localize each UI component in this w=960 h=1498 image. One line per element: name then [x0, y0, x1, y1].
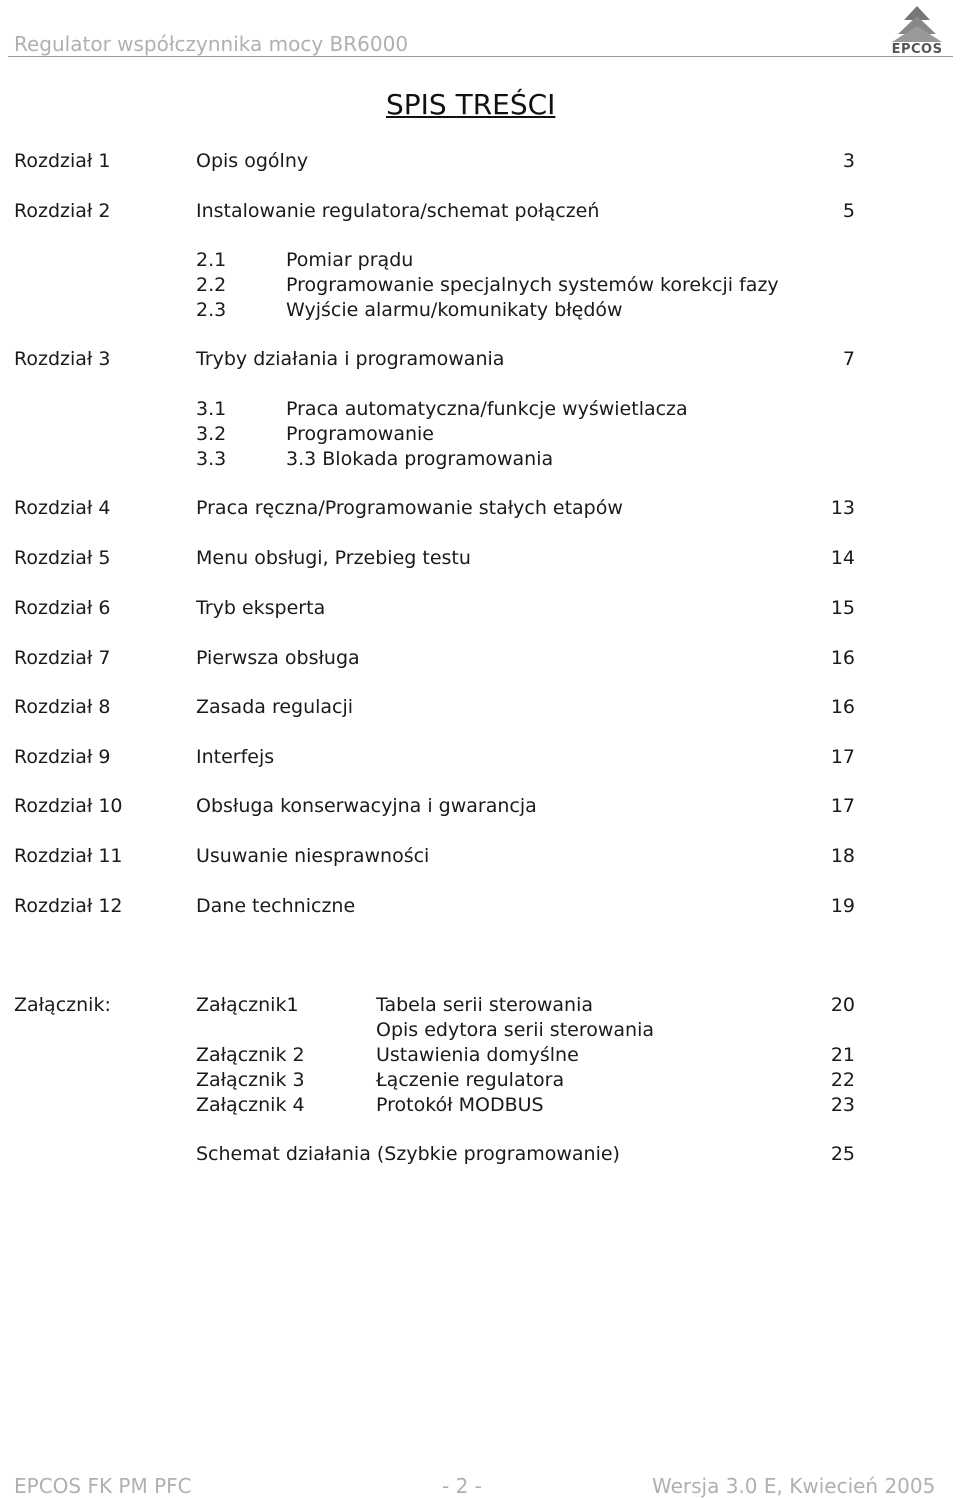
- chapter-title: Menu obsługi, Przebieg testu: [196, 547, 471, 569]
- chapter-title: Obsługa konserwacyjna i gwarancja: [196, 795, 537, 817]
- chapter-title: Praca ręczna/Programowanie stałych etapów: [196, 497, 623, 519]
- chapter-label: Rozdział 1: [14, 150, 111, 172]
- section-number: 2.3: [196, 299, 227, 321]
- section-number: 3.3: [196, 448, 227, 470]
- page-number: 17: [830, 746, 855, 768]
- section-title: Praca automatyczna/funkcje wyświetlacza: [286, 398, 688, 420]
- section-title: 3.3 Blokada programowania: [286, 448, 554, 470]
- chapter-label: Rozdział 10: [14, 795, 123, 817]
- chapter-label: Rozdział 3: [14, 348, 111, 370]
- chapter-title: Instalowanie regulatora/schemat połączeń: [196, 200, 600, 222]
- appendix-title: Protokół MODBUS: [376, 1094, 544, 1116]
- document-title: Regulator współczynnika mocy BR6000: [14, 32, 409, 56]
- section-number: 3.2: [196, 423, 227, 445]
- chapter-title: Tryb eksperta: [196, 597, 326, 619]
- logo-text: EPCOS: [891, 42, 943, 57]
- page-number: 22: [830, 1069, 855, 1091]
- appendix-title: Łączenie regulatora: [376, 1069, 565, 1091]
- section-number: 2.1: [196, 249, 227, 271]
- page-number: 14: [830, 547, 855, 569]
- page-number: 18: [830, 845, 855, 867]
- chapter-title: Usuwanie niesprawności: [196, 845, 430, 867]
- chapter-title: Opis ogólny: [196, 150, 309, 172]
- appendix-title: Tabela serii sterowania: [376, 994, 594, 1016]
- epcos-logo: [888, 4, 946, 56]
- chapter-title: Pierwsza obsługa: [196, 647, 360, 669]
- page-number: 13: [830, 497, 855, 519]
- appendix-name: Załącznik 4: [196, 1094, 305, 1116]
- footer-version: Wersja 3.0 E, Kwiecień 2005: [652, 1474, 936, 1498]
- chapter-label: Rozdział 4: [14, 497, 111, 519]
- appendix-title: Ustawienia domyślne: [376, 1044, 579, 1066]
- schema-title: Schemat działania (Szybkie programowanie): [196, 1143, 620, 1165]
- chapter-label: Rozdział 2: [14, 200, 111, 222]
- page-number: 5: [842, 200, 855, 222]
- chapter-label: Rozdział 9: [14, 746, 111, 768]
- chapter-label: Rozdział 11: [14, 845, 123, 867]
- page-number: 7: [842, 348, 855, 370]
- page-number: 3: [842, 150, 855, 172]
- page-number: 21: [830, 1044, 855, 1066]
- chapter-title: Tryby działania i programowania: [196, 348, 505, 370]
- chapter-label: Rozdział 12: [14, 895, 123, 917]
- chapter-title: Zasada regulacji: [196, 696, 354, 718]
- page-title: SPIS TREŚCI: [386, 88, 556, 121]
- page-indicator: - 2 -: [442, 1474, 482, 1498]
- page-number: 16: [830, 696, 855, 718]
- appendix-title: Opis edytora serii sterowania: [376, 1019, 654, 1041]
- appendix-name: Załącznik 3: [196, 1069, 305, 1091]
- page-number: 19: [830, 895, 855, 917]
- header-divider: [8, 56, 953, 57]
- logo-mark-icon: [888, 4, 946, 42]
- section-title: Pomiar prądu: [286, 249, 414, 271]
- appendix-name: Załącznik1: [196, 994, 299, 1016]
- chapter-label: Rozdział 8: [14, 696, 111, 718]
- chapter-label: Rozdział 6: [14, 597, 111, 619]
- section-number: 2.2: [196, 274, 227, 296]
- section-title: Wyjście alarmu/komunikaty błędów: [286, 299, 623, 321]
- chapter-title: Dane techniczne: [196, 895, 356, 917]
- page-number: 23: [830, 1094, 855, 1116]
- appendix-label: Załącznik:: [14, 994, 111, 1016]
- section-number: 3.1: [196, 398, 227, 420]
- section-title: Programowanie specjalnych systemów korekcji fazy: [286, 274, 779, 296]
- chapter-label: Rozdział 5: [14, 547, 111, 569]
- appendix-name: Załącznik 2: [196, 1044, 305, 1066]
- chapter-title: Interfejs: [196, 746, 275, 768]
- page-number: 15: [830, 597, 855, 619]
- page-number: 25: [830, 1143, 855, 1165]
- page-number: 16: [830, 647, 855, 669]
- footer-left: EPCOS FK PM PFC: [14, 1474, 192, 1498]
- section-title: Programowanie: [286, 423, 434, 445]
- page-number: 17: [830, 795, 855, 817]
- chapter-label: Rozdział 7: [14, 647, 111, 669]
- page-number: 20: [830, 994, 855, 1016]
